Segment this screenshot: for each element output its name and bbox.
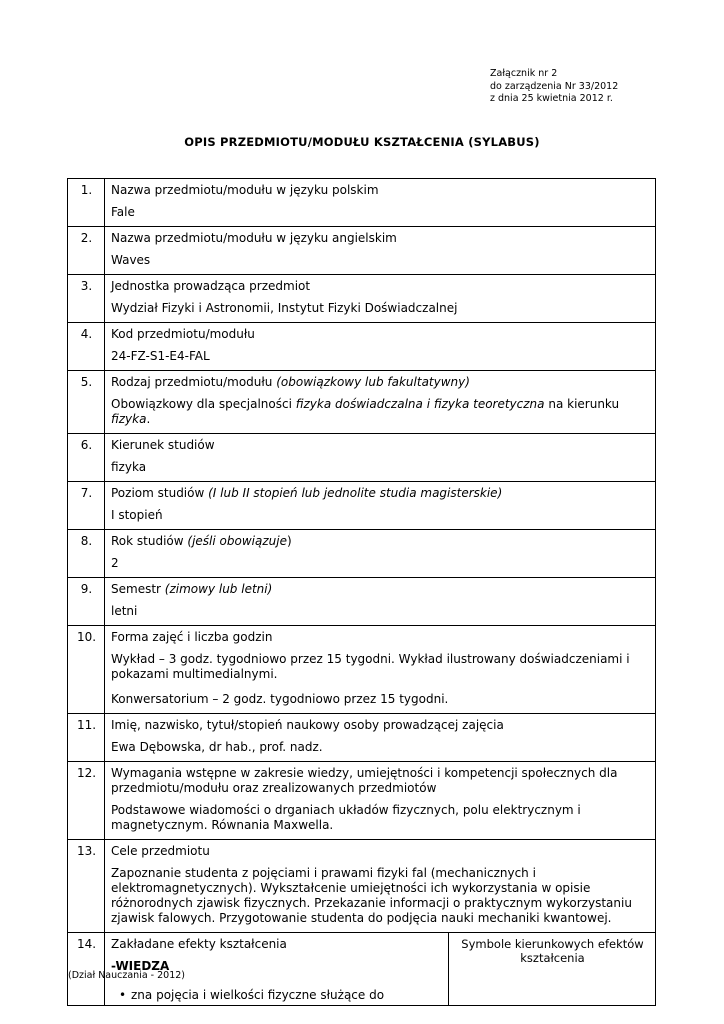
row-number: 5.: [68, 371, 105, 434]
document-title: OPIS PRZEDMIOTU/MODUŁU KSZTAŁCENIA (SYLABUS): [184, 135, 540, 149]
bullet-icon: •: [119, 988, 127, 1002]
annex-line-1: Załącznik nr 2: [490, 68, 558, 79]
syllabus-table: [67, 178, 656, 1006]
row-content: [105, 434, 656, 482]
row-number: 14.: [68, 933, 105, 1006]
row-label: Kierunek studiów: [111, 438, 215, 452]
row-label: [111, 534, 650, 549]
table-row: [68, 714, 656, 762]
row-content: [105, 933, 449, 1006]
annex-line-2: do zarządzenia Nr 33/2012: [490, 80, 619, 92]
row-content: [105, 530, 656, 578]
table-row: [68, 626, 656, 714]
label-text: Rodzaj przedmiotu/modułu: [111, 375, 277, 389]
row-value: Ewa Dębowska, dr hab., prof. nadz.: [111, 740, 323, 754]
row-label: Cele przedmiotu: [111, 844, 210, 858]
row-content: [105, 371, 656, 434]
value-part: na kierunku: [544, 397, 620, 411]
row-number: 6.: [68, 434, 105, 482]
row-label: Nazwa przedmiotu/modułu w języku polskim: [111, 183, 379, 197]
label-hint: (jeśli obowiązuje: [187, 534, 287, 548]
row-value: Waves: [111, 253, 151, 267]
label-text: Rok studiów: [111, 534, 188, 548]
label-text: ): [286, 534, 292, 548]
value-specialization: fizyka doświadczalna i fizyka teoretyczna: [295, 397, 545, 411]
row-value: 24-FZ-S1-E4-FAL: [111, 349, 210, 363]
row-label: [111, 582, 650, 597]
row-number: 9.: [68, 578, 105, 626]
row-content: [105, 714, 656, 762]
table-row: [68, 275, 656, 323]
list-item-text: zna pojęcia i wielkości fizyczne służące do: [131, 988, 385, 1002]
list-item: [111, 988, 443, 1003]
table-row: [68, 530, 656, 578]
value-part: Obowiązkowy dla specjalności: [111, 397, 296, 411]
row-value: Konwersatorium – 2 godz. tygodniowo przez 15 tygodni.: [111, 692, 449, 706]
row-number: 12.: [68, 762, 105, 840]
table-row: [68, 323, 656, 371]
row-value: letni: [111, 604, 138, 618]
row-label: Nazwa przedmiotu/modułu w języku angielskim: [111, 231, 397, 245]
label-hint: (obowiązkowy lub fakultatywny): [276, 375, 470, 389]
row-content: [105, 626, 656, 714]
row-content: [105, 762, 656, 840]
table-row: [68, 840, 656, 933]
row-content: [105, 275, 656, 323]
row-value: Wykład – 3 godz. tygodniowo przez 15 tygodni. Wykład ilustrowany doświadczeniami i pokazami multimedialnymi.: [111, 652, 630, 681]
row-number: 1.: [68, 179, 105, 227]
symbols-header: Symbole kierunkowych efektów kształcenia: [449, 933, 656, 1006]
row-value: Wydział Fizyki i Astronomii, Instytut Fizyki Doświadczalnej: [111, 301, 458, 315]
row-value: I stopień: [111, 508, 163, 522]
annex-note: [490, 68, 618, 106]
row-label: [111, 486, 650, 501]
label-text: Poziom studiów: [111, 486, 209, 500]
table-row: [68, 179, 656, 227]
row-number: 2.: [68, 227, 105, 275]
label-hint: (zimowy lub letni): [164, 582, 273, 596]
row-content: [105, 227, 656, 275]
row-value: 2: [111, 556, 119, 570]
row-number: 4.: [68, 323, 105, 371]
row-label: Kod przedmiotu/modułu: [111, 327, 255, 341]
row-number: 7.: [68, 482, 105, 530]
row-number: 13.: [68, 840, 105, 933]
table-row: [68, 227, 656, 275]
table-row: [68, 371, 656, 434]
row-label: [111, 375, 650, 390]
table-row: [68, 762, 656, 840]
knowledge-heading: -WIEDZA: [111, 959, 170, 973]
value-field: fizyka: [111, 412, 147, 426]
table-row: [68, 933, 656, 1006]
table-row: [68, 482, 656, 530]
row-value: Zapoznanie studenta z pojęciami i prawami fizyki fal (mechanicznych i elektromagnetycznych). Wykształcenie umiejętności ich wykorzystania w opisie różnorodnych zjawisk fizycznych. Przekazanie informacji o praktycznym wykorzystaniu zjawisk falowych. Przygotowanie studenta do podjęcia nauki mechaniki kwantowej.: [111, 866, 632, 925]
annex-line-3: z dnia 25 kwietnia 2012 r.: [490, 93, 613, 104]
row-content: [105, 578, 656, 626]
footer-note: (Dział Nauczania - 2012): [68, 970, 186, 981]
row-value: Podstawowe wiadomości o drganiach układów fizycznych, polu elektrycznym i magnetycznym. Równania Maxwella.: [111, 803, 581, 832]
row-value: fizyka: [111, 460, 147, 474]
row-number: 10.: [68, 626, 105, 714]
row-value: Fale: [111, 205, 135, 219]
row-content: [105, 179, 656, 227]
table-row: [68, 434, 656, 482]
row-label: Forma zajęć i liczba godzin: [111, 630, 273, 644]
row-content: [105, 482, 656, 530]
row-value: [111, 397, 650, 427]
value-part: .: [146, 412, 151, 426]
row-label: Imię, nazwisko, tytuł/stopień naukowy osoby prowadzącej zajęcia: [111, 718, 504, 732]
label-text: Semestr: [111, 582, 165, 596]
row-label: Jednostka prowadząca przedmiot: [111, 279, 311, 293]
table-row: [68, 578, 656, 626]
row-label: Wymagania wstępne w zakresie wiedzy, umiejętności i kompetencji społecznych dla przedmiotu/modułu oraz zrealizowanych przedmiotów: [111, 766, 618, 795]
row-number: 8.: [68, 530, 105, 578]
row-label: Zakładane efekty kształcenia: [111, 937, 287, 951]
row-number: 3.: [68, 275, 105, 323]
row-number: 11.: [68, 714, 105, 762]
row-content: [105, 323, 656, 371]
row-content: [105, 840, 656, 933]
label-hint: (I lub II stopień lub jednolite studia magisterskie): [208, 486, 503, 500]
